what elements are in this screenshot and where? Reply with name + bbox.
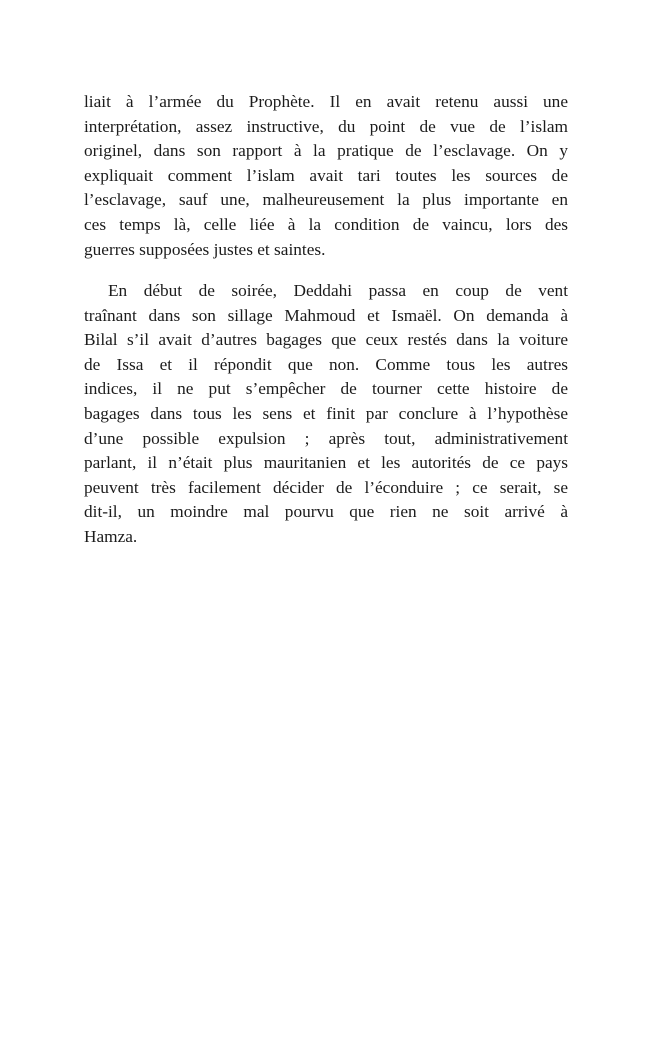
text-line: ces temps là, celle liée à la condition de vaincu, lors des	[84, 214, 568, 234]
paragraph-1	[84, 90, 568, 262]
text-line: l’esclavage, sauf une, malheureusement la plus importante en	[84, 190, 568, 210]
text-line: expliquait comment l’islam avait tari toutes les sources de	[84, 165, 568, 185]
text-line: dit-il, un moindre mal pourvu que rien ne soit arrivé à	[84, 502, 568, 522]
text-line: liait à l’armée du Prophète. Il en avait retenu aussi une	[84, 92, 568, 111]
text-line: traînant dans son sillage Mahmoud et Ismaël. On demanda à	[84, 305, 568, 325]
text-line: Bilal s’il avait d’autres bagages que ceux restés dans la voiture	[84, 330, 568, 350]
text-line: bagages dans tous les sens et finit par conclure à l’hypothèse	[84, 403, 568, 423]
text-line: interprétation, assez instructive, du point de vue de l’islam	[84, 116, 568, 136]
text-line: Hamza.	[84, 526, 138, 546]
text-line: guerres supposées justes et saintes.	[84, 239, 326, 259]
paragraph-2	[84, 279, 568, 550]
text-line: parlant, il n’était plus mauritanien et les autorités de ce pays	[84, 453, 568, 473]
text-line: indices, il ne put s’empêcher de tourner cette histoire de	[84, 379, 568, 399]
text-line: d’une possible expulsion ; après tout, administrativement	[84, 428, 568, 448]
text-line: originel, dans son rapport à la pratique de l’esclavage. On y	[84, 141, 568, 161]
text-line: En début de soirée, Deddahi passa en coup de vent	[108, 281, 568, 300]
text-line: de Issa et il répondit que non. Comme tous les autres	[84, 354, 568, 374]
text-line: peuvent très facilement décider de l’éconduire ; ce serait, se	[84, 477, 568, 497]
